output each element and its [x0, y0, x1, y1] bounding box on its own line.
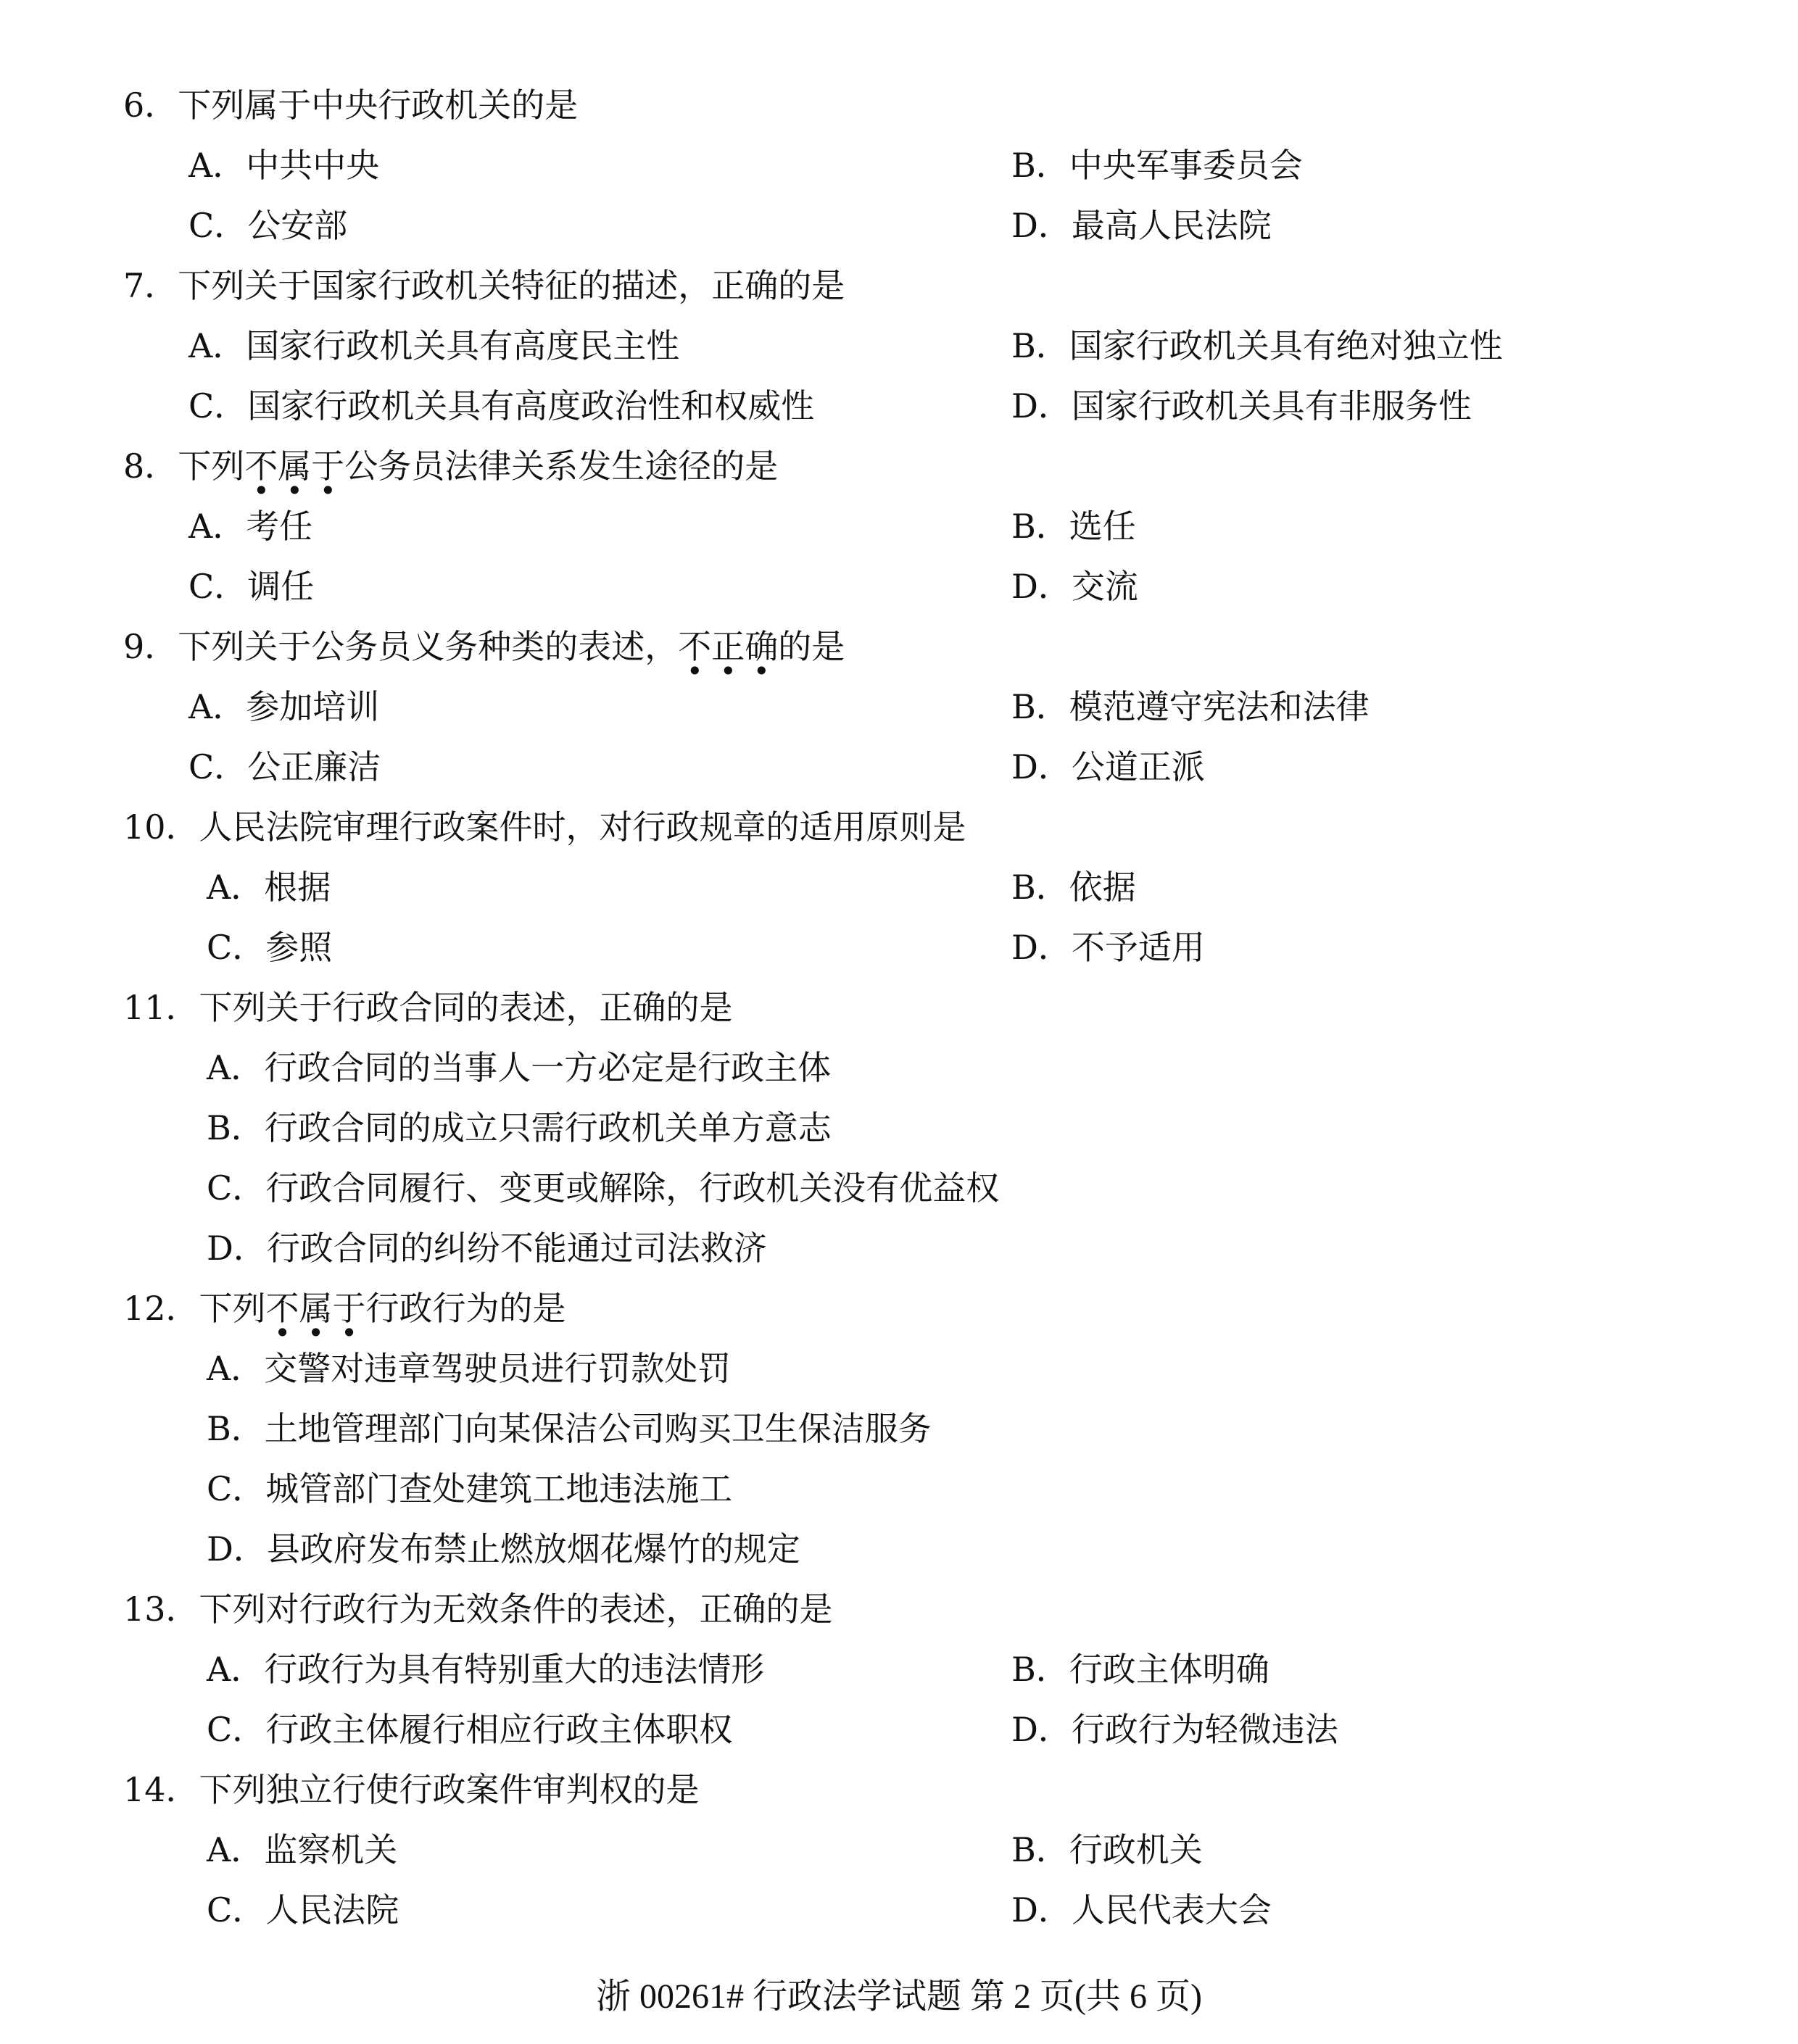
option-7d: D．国家行政机关具有非服务性 — [1011, 386, 1472, 425]
question-stem: 人民法院审理行政案件时，对行政规章的适用原则是 — [199, 807, 966, 847]
option-7b: B．国家行政机关具有绝对独立性 — [1011, 326, 1503, 365]
emphasis-char: 正 — [711, 627, 745, 666]
question-14 — [123, 1768, 700, 1811]
question-7 — [123, 264, 845, 307]
option-11c: C．行政合同履行、变更或解除，行政机关没有优益权 — [207, 1168, 1000, 1208]
question-stem: 下列关于行政合同的表述，正确的是 — [199, 988, 733, 1027]
emphasis-char: 于 — [311, 446, 345, 486]
option-8d: D．交流 — [1011, 567, 1138, 606]
option-12c: C．城管部门查处建筑工地违法施工 — [207, 1469, 733, 1508]
question-9 — [123, 625, 845, 668]
option-9b: B．模范遵守宪法和法律 — [1011, 687, 1370, 726]
question-11 — [123, 986, 733, 1029]
option-13d: D．行政行为轻微违法 — [1011, 1710, 1338, 1749]
emphasis-char: 属 — [299, 1289, 333, 1328]
option-11a: A．行政合同的当事人一方必定是行政主体 — [207, 1048, 832, 1087]
option-14d: D．人民代表大会 — [1011, 1890, 1272, 1929]
option-10c: C．参照 — [207, 928, 333, 967]
option-9c: C．公正廉洁 — [188, 747, 381, 786]
question-number: 7． — [123, 266, 178, 305]
stem-part: 下列 — [178, 446, 245, 486]
option-6d: D．最高人民法院 — [1011, 206, 1272, 245]
question-stem: 下列属于中央行政机关的是 — [178, 86, 579, 125]
emphasis-char: 于 — [332, 1289, 366, 1328]
emphasis-char: 不 — [678, 627, 712, 666]
option-6a: A．中共中央 — [188, 146, 380, 185]
stem-part: 公务员法律关系发生途径的是 — [344, 446, 779, 486]
question-12 — [123, 1287, 566, 1330]
stem-part: 行政行为的是 — [365, 1289, 566, 1328]
page-footer: 浙 00261# 行政法学试题 第 2 页(共 6 页) — [596, 1977, 1202, 2016]
option-13c: C．行政主体履行相应行政主体职权 — [207, 1710, 733, 1749]
option-7a: A．国家行政机关具有高度民主性 — [188, 326, 680, 365]
option-10a: A．根据 — [207, 868, 331, 907]
question-13 — [123, 1587, 833, 1631]
option-6c: C．公安部 — [188, 206, 348, 245]
option-6b: B．中央军事委员会 — [1011, 146, 1303, 185]
option-12d: D．县政府发布禁止燃放烟花爆竹的规定 — [207, 1529, 800, 1569]
option-14a: A．监察机关 — [207, 1830, 398, 1869]
option-8a: A．考任 — [188, 507, 313, 546]
question-number: 10． — [123, 807, 199, 847]
option-7c: C．国家行政机关具有高度政治性和权威性 — [188, 386, 815, 425]
question-number: 13． — [123, 1590, 199, 1629]
option-11b: B．行政合同的成立只需行政机关单方意志 — [207, 1108, 832, 1147]
question-8 — [123, 444, 778, 488]
option-10d: D．不予适用 — [1011, 928, 1205, 967]
option-8b: B．选任 — [1011, 507, 1136, 546]
option-12b: B．土地管理部门向某保洁公司购买卫生保洁服务 — [207, 1409, 932, 1448]
question-number: 11． — [123, 988, 199, 1027]
emphasis-char: 确 — [745, 627, 779, 666]
question-number: 14． — [123, 1770, 199, 1809]
question-stem: 下列独立行使行政案件审判权的是 — [199, 1770, 700, 1809]
question-stem: 下列关于国家行政机关特征的描述，正确的是 — [178, 266, 845, 305]
option-12a: A．交警对违章驾驶员进行罚款处罚 — [207, 1349, 732, 1388]
question-number: 12． — [123, 1289, 199, 1328]
stem-part: 下列 — [199, 1289, 266, 1328]
option-8c: C．调任 — [188, 567, 315, 606]
option-10b: B．依据 — [1011, 868, 1136, 907]
question-number: 9． — [123, 627, 178, 666]
question-number: 6． — [123, 86, 178, 125]
option-13b: B．行政主体明确 — [1011, 1650, 1269, 1689]
stem-part: 下列关于公务员义务种类的表述， — [178, 627, 679, 666]
question-10 — [123, 805, 966, 849]
question-number: 8． — [123, 446, 178, 486]
option-14c: C．人民法院 — [207, 1890, 399, 1929]
emphasis-char: 属 — [278, 446, 312, 486]
option-13a: A．行政行为具有特别重大的违法情形 — [207, 1650, 765, 1689]
emphasis-char: 不 — [265, 1289, 299, 1328]
option-9a: A．参加培训 — [188, 687, 380, 726]
option-11d: D．行政合同的纠纷不能通过司法救济 — [207, 1229, 767, 1268]
option-14b: B．行政机关 — [1011, 1830, 1203, 1869]
option-9d: D．公道正派 — [1011, 747, 1205, 786]
question-6 — [123, 83, 578, 127]
question-stem: 下列对行政行为无效条件的表述，正确的是 — [199, 1590, 833, 1629]
emphasis-char: 不 — [244, 446, 278, 486]
stem-part: 的是 — [778, 627, 845, 666]
